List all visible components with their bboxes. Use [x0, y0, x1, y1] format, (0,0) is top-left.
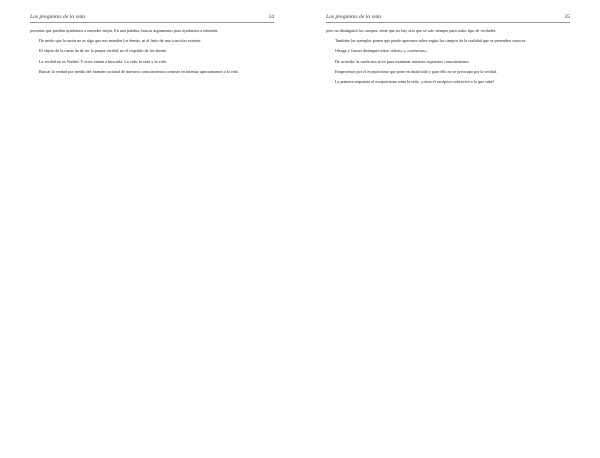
paragraph: personas que puedan ayudarnos a entender mejor. En una palabra, buscar argumentos para ayudarnos a entender. [30, 28, 219, 33]
right-page [300, 0, 600, 458]
paragraph: La verdad no es Verdad. Y otros entran a buscarla. La vida, la vida y la vida. [39, 58, 167, 64]
paragraph: También los ejemplos ponen que puede aportarse sobre según los campos de la realidad que se pretenden conocer. [335, 38, 527, 44]
right-page-number: 35 [564, 14, 570, 20]
right-body-text [326, 28, 570, 84]
right-running-head [326, 14, 570, 23]
right-running-head-title: Las preguntas de la vida [326, 14, 382, 20]
paragraph: Ortega y Gasset distinguió entre «ideas» y «creencias». [335, 48, 428, 54]
left-running-head-title: Las preguntas de la vida [30, 14, 86, 20]
paragraph: La primera respuesta al escepticismo tenía la vida: ¿cómo el escéptico sobrevive a lo que sabe? [335, 79, 495, 85]
paragraph: Empecemos por el escepticismo que pone en duda todo y para ello no se preocupa por la verdad. [335, 68, 497, 74]
paragraph: De modo que la razón no es algo que nos manden los demás, ni el fruto de una coacción exterior. [39, 38, 202, 44]
left-running-head [30, 14, 274, 23]
left-body-text [30, 28, 274, 74]
paragraph: Buscar la verdad por medio del examen racional de nuestros conocimientos consiste en intentar aproximarnos a lo real. [39, 68, 239, 74]
left-page-number: 34 [268, 14, 274, 20]
paragraph: pero no distinguirá los campos, entre que no hay otra que se sale siempre para todos tipo de verdades. [326, 28, 497, 33]
paragraph: El objeto de la razón ha de ser la propia verdad, no el respaldo de los demás. [39, 48, 168, 54]
paragraph: De acuerdo: la razón nos sirve para examinar nuestros supuestos conocimientos. [335, 58, 470, 64]
